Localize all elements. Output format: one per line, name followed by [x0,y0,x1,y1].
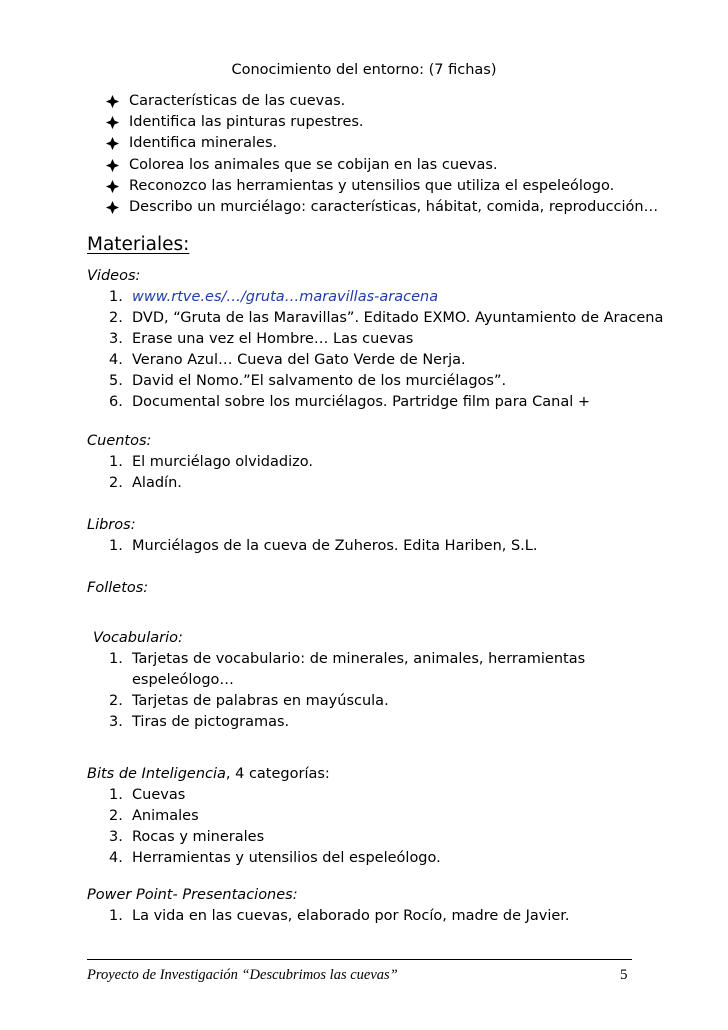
videos-list [87,287,663,413]
list-item: Características de las cuevas. [105,91,658,112]
list-item: 2. Tarjetas de palabras en mayúscula. [109,693,389,709]
vocabulario-section [93,628,602,733]
diamond-bullet-icon [105,200,120,215]
materials-title: Materiales: [87,234,190,255]
powerpoint-section [87,885,570,927]
section-heading: Conocimiento del entorno: (7 fichas) [231,62,497,78]
list-item: 3. Tiras de pictogramas. [109,714,290,730]
diamond-bullet-icon [105,158,120,173]
powerpoint-list [87,906,570,927]
diamond-bullet-icon [105,136,120,151]
libros-section [87,515,537,557]
videos-section [87,266,663,413]
diamond-bullet-icon [105,179,120,194]
list-item: 2. Aladín. [109,475,182,491]
vocabulario-list [87,649,602,733]
diamond-bullet-icon [105,94,120,109]
powerpoint-title: Power Point- Presentaciones: [87,887,298,903]
list-item: 2. Animales [109,808,199,824]
folletos-title: Folletos: [87,580,149,596]
list-item: 6. Documental sobre los murciélagos. Partridge film para Canal + [109,394,591,410]
list-item: 1. El murciélago olvidadizo. [109,454,313,470]
bits-section [87,764,441,869]
list-item: 5. David el Nomo.”El salvamento de los murciélagos”. [109,373,507,389]
cuentos-list [87,452,313,494]
list-item: 1. www.rtve.es/…/gruta…maravillas-aracena [109,289,439,305]
list-item: 1. Tarjetas de vocabulario: de minerales, animales, herramientas espeleólogo… [109,651,586,688]
videos-title: Videos: [87,268,141,284]
video-link[interactable]: www.rtve.es/…/gruta…maravillas-aracena [132,289,439,305]
diamond-bullet-icon [105,115,120,130]
bits-list [87,785,441,869]
vocabulario-title: Vocabulario: [93,630,183,646]
list-item: Identifica las pinturas rupestres. [105,112,658,133]
list-item: 4. Herramientas y utensilios del espeleólogo. [109,850,441,866]
list-item: Reconozco las herramientas y utensilios que utiliza el espeleólogo. [105,176,658,197]
list-item: 2. DVD, “Gruta de las Maravillas”. Editado EXMO. Ayuntamiento de Aracena [109,310,664,326]
list-item: 3. Rocas y minerales [109,829,265,845]
list-item: 1. La vida en las cuevas, elaborado por Rocío, madre de Javier. [109,908,570,924]
cuentos-section [87,431,313,494]
libros-list [87,536,537,557]
list-item: Identifica minerales. [105,133,658,154]
list-item: Describo un murciélago: características, hábitat, comida, reproducción… [105,197,658,218]
footer-divider [87,959,632,960]
folletos-section [87,578,148,599]
list-item: 4. Verano Azul… Cueva del Gato Verde de Nerja. [109,352,466,368]
libros-title: Libros: [87,517,136,533]
objectives-list [105,91,658,218]
footer-title: Proyecto de Investigación “Descubrimos las cuevas” [87,967,398,983]
list-item: 3. Erase una vez el Hombre… Las cuevas [109,331,414,347]
bits-title: Bits de Inteligencia, 4 categorías: [87,766,330,782]
list-item: 1. Cuevas [109,787,186,803]
page-number: 5 [620,967,628,983]
list-item: 1. Murciélagos de la cueva de Zuheros. Edita Hariben, S.L. [109,538,538,554]
cuentos-title: Cuentos: [87,433,152,449]
list-item: Colorea los animales que se cobijan en las cuevas. [105,155,658,176]
